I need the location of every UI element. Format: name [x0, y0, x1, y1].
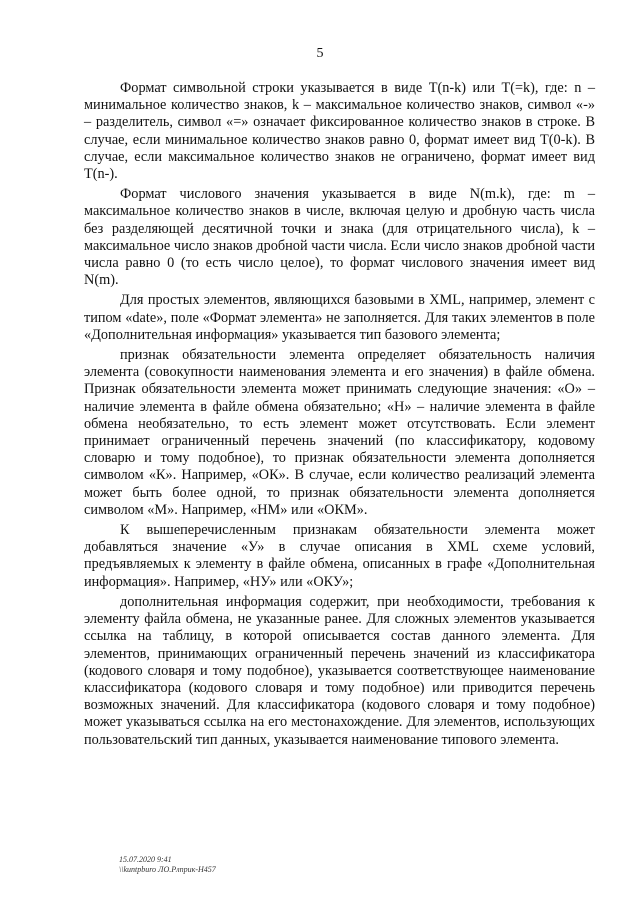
paragraph-mandatory-sign: признак обязательности элемента определяет обязательность наличия элемента (совокупности наименования элемента и его значения) в файле обмена. Признак обязательности элемента может принимать следующие значения: «О» – наличие элемента в файле обмена обязательно; «Н» – наличие элемента в файле обмена необязательно, то есть элемент может отсутствовать. Если элемент принимает ограниченный перечень значений (по классификатору, кодовому словарю и тому подобное), то признак обязательности элемента дополняется символом «К». Например, «ОК». В случае, если количество реализаций элемента может быть более одной, то признак обязательности элемента дополняется символом «М». Например, «НМ» или «ОКМ».: [84, 347, 595, 518]
body-text: [84, 80, 595, 752]
paragraph-additional-info: дополнительная информация содержит, при необходимости, требования к элементу файла обмена, не указанные ранее. Для сложных элементов указывается ссылка на таблицу, в которой описывается состав данного элемента. Для элементов, принимающих ограниченный перечень значений из классификатора (кодового словаря и тому подобное), указывается соответствующее наименование классификатора (кодового словаря и тому подобное) или приводится перечень возможных значений. Для классификатора (кодового словаря и тому подобное) может указываться ссылка на его местонахождение. Для элементов, использующих пользовательский тип данных, указывается наименование типового элемента.: [84, 593, 595, 748]
footer-stamp: [119, 855, 216, 875]
paragraph-numeric-format: Формат числового значения указывается в виде N(m.k), где: m – максимальное количество знаков в числе, включая целую и дробную часть числа без разделяющей десятичной точки и знака (для отрицательного числа), k – максимальное число знаков дробной части числа. Если число знаков дробной части числа равно 0 (то есть число целое), то формат числового значения имеет вид N(m).: [84, 186, 595, 289]
footer-date: 15.07.2020 9:41: [119, 855, 172, 864]
paragraph-condition-sign: К вышеперечисленным признакам обязательности элемента может добавляться значение «У» в случае описания в XML схеме условий, предъявляемых к элементу в файле обмена, описанных в графе «Дополнительная информация». Например, «НУ» или «ОКУ»;: [84, 522, 595, 590]
paragraph-simple-elements: Для простых элементов, являющихся базовыми в XML, например, элемент с типом «date», поле «Формат элемента» не заполняется. Для таких элементов в поле «Дополнительная информация» указывается тип базового элемента;: [84, 292, 595, 343]
paragraph-string-format: Формат символьной строки указывается в виде T(n-k) или T(=k), где: n – минимальное количество знаков, k – максимальное количество знаков, символ «-» – разделитель, символ «=» означает фиксированное количество знаков в строке. В случае, если минимальное количество знаков равно 0, формат имеет вид T(0-k). В случае, если максимальное количество знаков не ограничено, формат имеет вид T(n-).: [84, 80, 595, 183]
footer-path: \\kuntpburo ЛО.Рлприк-Н457: [119, 865, 216, 874]
page-number: 5: [316, 46, 324, 61]
